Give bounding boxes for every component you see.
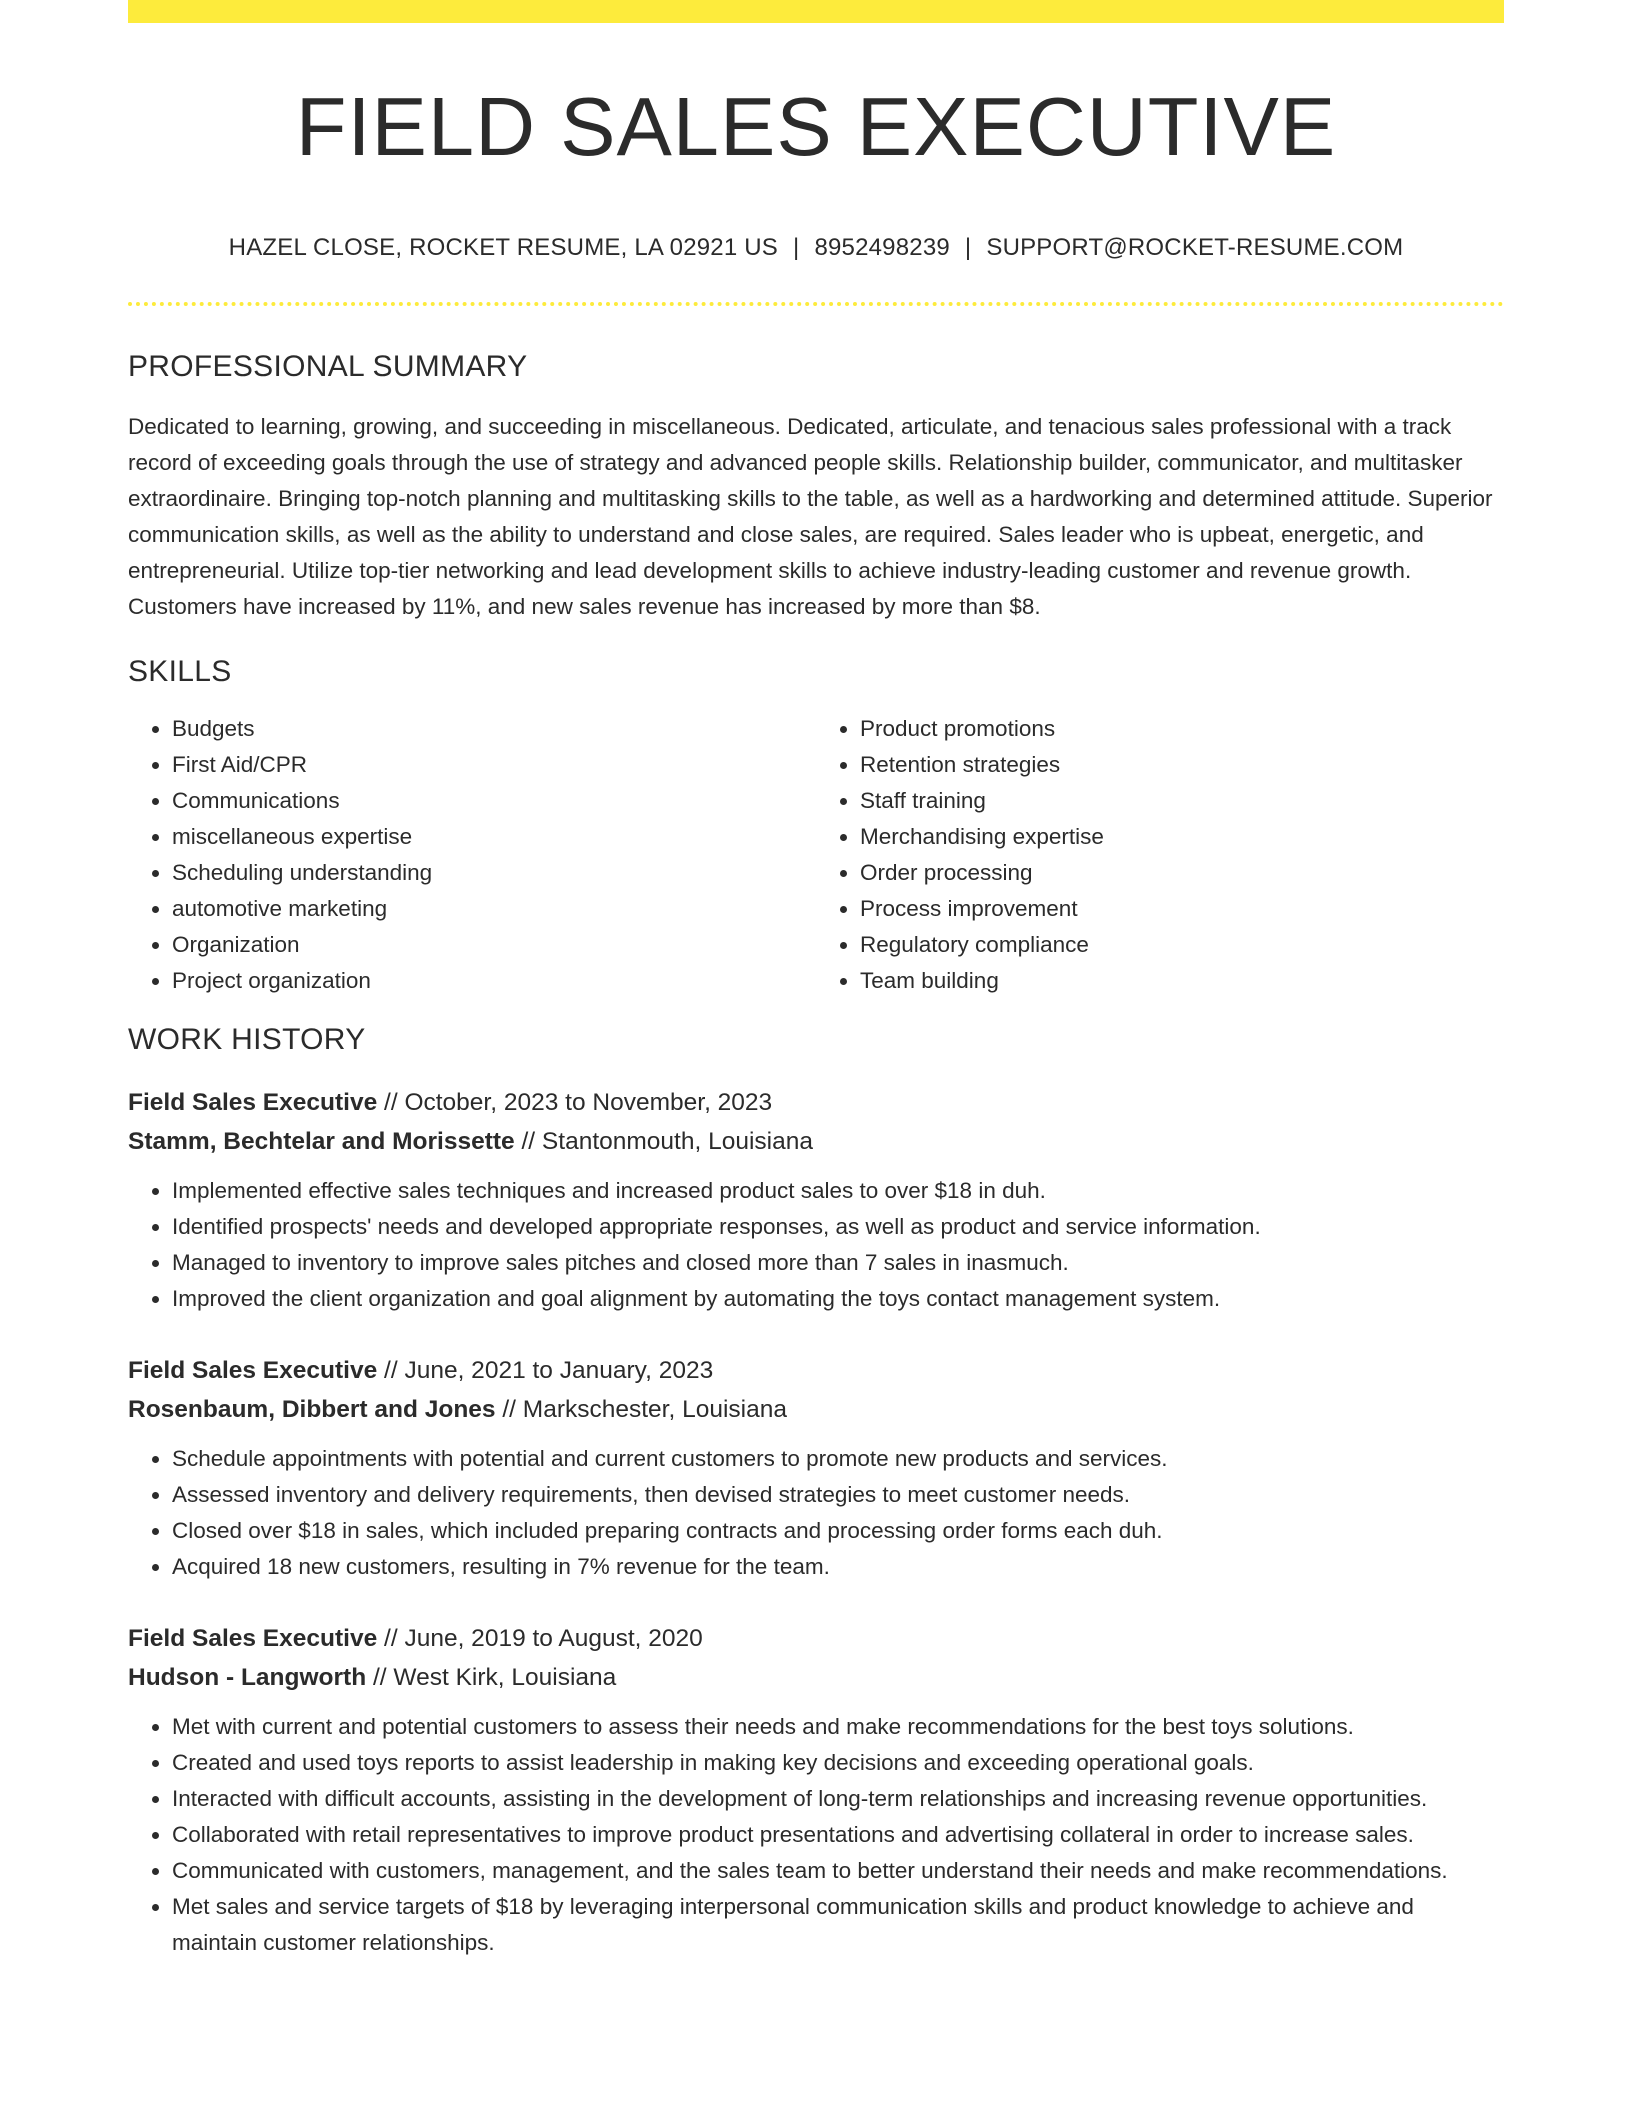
skills-column-left: [128, 711, 816, 999]
job-title-line: [128, 1083, 1504, 1122]
skill-item: • Product promotions: [860, 711, 1504, 747]
resume-title: FIELD SALES EXECUTIVE: [295, 80, 1337, 173]
job-bullet: • Implemented effective sales techniques and increased product sales to over $18 in duh.: [172, 1173, 1504, 1209]
job-company: Stamm, Bechtelar and Morissette: [128, 1128, 515, 1155]
summary-heading: PROFESSIONAL SUMMARY: [128, 350, 528, 383]
contact-separator: |: [793, 234, 800, 261]
contact-email: SUPPORT@ROCKET-RESUME.COM: [986, 234, 1404, 261]
job-bullet: • Collaborated with retail representatives to improve product presentations and advertising collateral in order to increase sales.: [172, 1817, 1504, 1853]
skill-item: • Communications: [172, 783, 816, 819]
job-bullet: • Interacted with difficult accounts, assisting in the development of long-term relationships and increasing revenue opportunities.: [172, 1781, 1504, 1817]
job-entry: [128, 1619, 1504, 1961]
summary-text: Dedicated to learning, growing, and succeeding in miscellaneous. Dedicated, articulate, and tenacious sales professional with a track record of exceeding goals through the use of strategy and advanced people skills. Relationship builder, communicator, and multitasker extraordinaire. Bringing top-notch planning and multitasking skills to the table, as well as a hardworking and determined attitude. Superior communication skills, as well as the ability to understand and close sales, are required. Sales leader who is upbeat, energetic, and entrepreneurial. Utilize top-tier networking and lead development skills to achieve industry-leading customer and revenue growth. Customers have increased by 11%, and new sales revenue has increased by more than $8.: [128, 414, 1493, 619]
skills-list: [128, 711, 1504, 999]
skill-item: • Staff training: [860, 783, 1504, 819]
job-bullet: • Created and used toys reports to assist leadership in making key decisions and exceeding operational goals.: [172, 1745, 1504, 1781]
skill-item: • Team building: [860, 963, 1504, 999]
job-bullet: • Improved the client organization and goal alignment by automating the toys contact management system.: [172, 1281, 1504, 1317]
skill-item: • Budgets: [172, 711, 816, 747]
skill-item: • First Aid/CPR: [172, 747, 816, 783]
skills-heading: SKILLS: [128, 655, 232, 688]
job-title-line: [128, 1619, 1504, 1658]
job-bullet: • Assessed inventory and delivery requirements, then devised strategies to meet customer needs.: [172, 1477, 1504, 1513]
accent-top-bar: [128, 0, 1504, 23]
job-bullet-list: [128, 1441, 1504, 1585]
work-history-heading: WORK HISTORY: [128, 1023, 366, 1056]
job-title: Field Sales Executive: [128, 1357, 378, 1384]
skill-item: • Organization: [172, 927, 816, 963]
job-location: // West Kirk, Louisiana: [366, 1664, 617, 1691]
skill-item: • Order processing: [860, 855, 1504, 891]
job-bullet: • Communicated with customers, management, and the sales team to better understand their needs and make recommendations.: [172, 1853, 1504, 1889]
job-entry: [128, 1083, 1504, 1317]
contact-line: [128, 234, 1504, 262]
job-company-line: [128, 1390, 1504, 1429]
contact-phone: 8952498239: [814, 234, 950, 261]
job-company: Rosenbaum, Dibbert and Jones: [128, 1396, 496, 1423]
job-bullet: • Met with current and potential customers to assess their needs and make recommendations for the best toys solutions.: [172, 1709, 1504, 1745]
job-dates: // June, 2019 to August, 2020: [377, 1625, 703, 1652]
contact-separator: |: [964, 234, 972, 261]
job-location: // Stantonmouth, Louisiana: [514, 1128, 813, 1155]
job-company-line: [128, 1658, 1504, 1697]
job-bullet: • Met sales and service targets of $18 by leveraging interpersonal communication skills and product knowledge to achieve and maintain customer relationships.: [172, 1889, 1504, 1961]
job-bullet: • Identified prospects' needs and developed appropriate responses, as well as product and service information.: [172, 1209, 1504, 1245]
job-company-line: [128, 1122, 1504, 1161]
skill-item: • Scheduling understanding: [172, 855, 816, 891]
job-title-line: [128, 1351, 1504, 1390]
skill-item: • Merchandising expertise: [860, 819, 1504, 855]
job-bullet: • Acquired 18 new customers, resulting in 7% revenue for the team.: [172, 1549, 1504, 1585]
job-bullet: • Schedule appointments with potential and current customers to promote new products and services.: [172, 1441, 1504, 1477]
job-company: Hudson - Langworth: [128, 1664, 367, 1691]
job-location: // Markschester, Louisiana: [495, 1396, 787, 1423]
job-bullet: • Closed over $18 in sales, which included preparing contracts and processing order forms each duh.: [172, 1513, 1504, 1549]
job-title: Field Sales Executive: [128, 1625, 378, 1652]
dotted-divider: [128, 302, 1504, 306]
job-title: Field Sales Executive: [128, 1089, 378, 1116]
skill-item: • Process improvement: [860, 891, 1504, 927]
skill-item: • automotive marketing: [172, 891, 816, 927]
job-dates: // June, 2021 to January, 2023: [377, 1357, 714, 1384]
job-entry: [128, 1351, 1504, 1585]
skill-item: • Project organization: [172, 963, 816, 999]
job-bullet: • Managed to inventory to improve sales pitches and closed more than 7 sales in inasmuch.: [172, 1245, 1504, 1281]
skill-item: • Retention strategies: [860, 747, 1504, 783]
resume-page: [128, 0, 1504, 1961]
skills-column-right: [816, 711, 1504, 999]
skill-item: • Regulatory compliance: [860, 927, 1504, 963]
contact-address: HAZEL CLOSE, ROCKET RESUME, LA 02921 US: [228, 234, 778, 261]
skill-item: • miscellaneous expertise: [172, 819, 816, 855]
job-bullet-list: [128, 1173, 1504, 1317]
job-bullet-list: [128, 1709, 1504, 1961]
job-dates: // October, 2023 to November, 2023: [377, 1089, 773, 1116]
